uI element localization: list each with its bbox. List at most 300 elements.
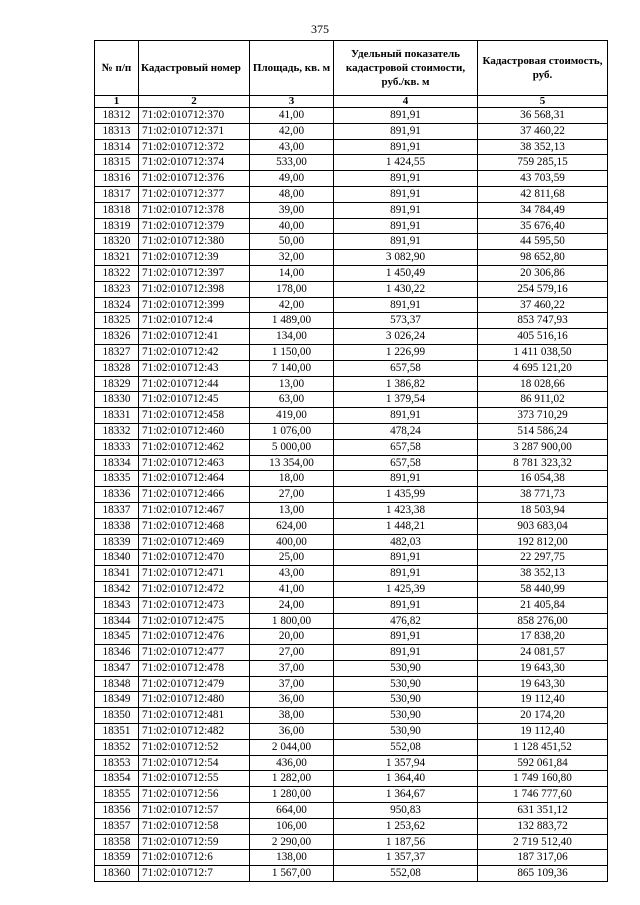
unit-value-cell: 3 026,24 [334,329,478,345]
area-cell: 49,00 [250,171,334,187]
cadastral-value-cell: 34 784,49 [478,202,608,218]
unit-value-cell: 1 379,54 [334,392,478,408]
table-row [95,850,608,866]
unit-value-cell: 657,58 [334,439,478,455]
cadastral-number-cell: 71:02:010712:464 [139,471,250,487]
row-index-cell: 18315 [95,155,139,171]
cadastral-number-cell: 71:02:010712:397 [139,265,250,281]
unit-value-cell: 1 386,82 [334,376,478,392]
row-index-cell: 18359 [95,850,139,866]
cadastral-number-cell: 71:02:010712:39 [139,250,250,266]
row-index-cell: 18327 [95,344,139,360]
cadastral-number-cell: 71:02:010712:462 [139,439,250,455]
row-index-cell: 18323 [95,281,139,297]
area-cell: 18,00 [250,471,334,487]
cadastral-number-cell: 71:02:010712:4 [139,313,250,329]
area-cell: 419,00 [250,408,334,424]
area-cell: 40,00 [250,218,334,234]
unit-value-cell: 891,91 [334,645,478,661]
column-number: 3 [250,96,334,108]
cadastral-number-cell: 71:02:010712:44 [139,376,250,392]
cadastral-number-cell: 71:02:010712:370 [139,108,250,124]
cadastral-number-cell: 71:02:010712:469 [139,534,250,550]
cadastral-value-cell: 36 568,31 [478,108,608,124]
cadastral-number-cell: 71:02:010712:475 [139,613,250,629]
row-index-cell: 18313 [95,123,139,139]
cadastral-table [94,40,608,882]
table-row [95,755,608,771]
area-cell: 27,00 [250,487,334,503]
unit-value-cell: 891,91 [334,471,478,487]
row-index-cell: 18321 [95,250,139,266]
cadastral-value-cell: 3 287 900,00 [478,439,608,455]
cadastral-value-cell: 18 503,94 [478,502,608,518]
cadastral-number-cell: 71:02:010712:45 [139,392,250,408]
area-cell: 533,00 [250,155,334,171]
table-row [95,660,608,676]
unit-value-cell: 530,90 [334,708,478,724]
unit-value-cell: 1 450,49 [334,265,478,281]
table-row [95,487,608,503]
cadastral-number-cell: 71:02:010712:470 [139,550,250,566]
cadastral-number-cell: 71:02:010712:6 [139,850,250,866]
row-index-cell: 18342 [95,581,139,597]
cadastral-value-cell: 187 317,06 [478,850,608,866]
cadastral-number-cell: 71:02:010712:476 [139,629,250,645]
row-index-cell: 18328 [95,360,139,376]
area-cell: 42,00 [250,123,334,139]
cadastral-number-cell: 71:02:010712:59 [139,834,250,850]
cadastral-value-cell: 132 883,72 [478,818,608,834]
unit-value-cell: 1 187,56 [334,834,478,850]
cadastral-number-cell: 71:02:010712:377 [139,186,250,202]
unit-value-cell: 3 082,90 [334,250,478,266]
area-cell: 37,00 [250,676,334,692]
table-row [95,186,608,202]
unit-value-cell: 891,91 [334,171,478,187]
unit-value-cell: 1 424,55 [334,155,478,171]
cadastral-value-cell: 18 028,66 [478,376,608,392]
area-cell: 7 140,00 [250,360,334,376]
cadastral-value-cell: 903 683,04 [478,518,608,534]
table-row [95,692,608,708]
row-index-cell: 18334 [95,455,139,471]
unit-value-cell: 950,83 [334,803,478,819]
cadastral-value-cell: 38 352,13 [478,139,608,155]
row-index-cell: 18340 [95,550,139,566]
row-index-cell: 18314 [95,139,139,155]
cadastral-value-cell: 1 128 451,52 [478,739,608,755]
cadastral-value-cell: 37 460,22 [478,297,608,313]
row-index-cell: 18348 [95,676,139,692]
cadastral-value-cell: 373 710,29 [478,408,608,424]
area-cell: 2 044,00 [250,739,334,755]
unit-value-cell: 891,91 [334,297,478,313]
cadastral-value-cell: 21 405,84 [478,597,608,613]
unit-value-cell: 530,90 [334,692,478,708]
row-index-cell: 18352 [95,739,139,755]
cadastral-value-cell: 58 440,99 [478,581,608,597]
cadastral-value-cell: 19 643,30 [478,676,608,692]
area-cell: 43,00 [250,566,334,582]
unit-value-cell: 530,90 [334,724,478,740]
cadastral-value-cell: 86 911,02 [478,392,608,408]
table-row [95,534,608,550]
row-index-cell: 18360 [95,866,139,882]
row-index-cell: 18318 [95,202,139,218]
row-index-cell: 18331 [95,408,139,424]
unit-value-cell: 891,91 [334,139,478,155]
unit-value-cell: 482,03 [334,534,478,550]
table-row [95,171,608,187]
cadastral-number-cell: 71:02:010712:399 [139,297,250,313]
area-cell: 400,00 [250,534,334,550]
area-cell: 39,00 [250,202,334,218]
unit-value-cell: 530,90 [334,676,478,692]
area-cell: 36,00 [250,724,334,740]
cadastral-number-cell: 71:02:010712:398 [139,281,250,297]
cadastral-value-cell: 759 285,15 [478,155,608,171]
table-row [95,739,608,755]
area-cell: 2 290,00 [250,834,334,850]
area-cell: 13,00 [250,376,334,392]
row-index-cell: 18324 [95,297,139,313]
unit-value-cell: 891,91 [334,186,478,202]
column-number-row [95,96,608,108]
cadastral-number-cell: 71:02:010712:372 [139,139,250,155]
cadastral-number-cell: 71:02:010712:471 [139,566,250,582]
cadastral-number-cell: 71:02:010712:376 [139,171,250,187]
table-row [95,234,608,250]
table-body [95,108,608,882]
table-row [95,518,608,534]
unit-value-cell: 891,91 [334,550,478,566]
area-cell: 13 354,00 [250,455,334,471]
table-row [95,329,608,345]
unit-value-cell: 1 253,62 [334,818,478,834]
table-row [95,218,608,234]
area-cell: 37,00 [250,660,334,676]
row-index-cell: 18353 [95,755,139,771]
row-index-cell: 18319 [95,218,139,234]
row-index-cell: 18325 [95,313,139,329]
unit-value-cell: 573,37 [334,313,478,329]
cadastral-value-cell: 858 276,00 [478,613,608,629]
table-row [95,676,608,692]
cadastral-value-cell: 22 297,75 [478,550,608,566]
cadastral-number-cell: 71:02:010712:468 [139,518,250,534]
area-cell: 43,00 [250,139,334,155]
row-index-cell: 18332 [95,423,139,439]
cadastral-value-cell: 4 695 121,20 [478,360,608,376]
unit-value-cell: 530,90 [334,660,478,676]
area-cell: 50,00 [250,234,334,250]
table-row [95,597,608,613]
area-cell: 14,00 [250,265,334,281]
table-header [95,41,608,108]
cadastral-number-cell: 71:02:010712:57 [139,803,250,819]
cadastral-number-cell: 71:02:010712:52 [139,739,250,755]
cadastral-value-cell: 254 579,16 [478,281,608,297]
cadastral-number-cell: 71:02:010712:380 [139,234,250,250]
row-index-cell: 18339 [95,534,139,550]
row-index-cell: 18345 [95,629,139,645]
cadastral-value-cell: 35 676,40 [478,218,608,234]
row-index-cell: 18317 [95,186,139,202]
row-index-cell: 18329 [95,376,139,392]
row-index-cell: 18356 [95,803,139,819]
column-number: 1 [95,96,139,108]
row-index-cell: 18344 [95,613,139,629]
cadastral-number-cell: 71:02:010712:379 [139,218,250,234]
area-cell: 138,00 [250,850,334,866]
cadastral-number-cell: 71:02:010712:463 [139,455,250,471]
cadastral-number-cell: 71:02:010712:371 [139,123,250,139]
unit-value-cell: 657,58 [334,360,478,376]
unit-value-cell: 1 357,94 [334,755,478,771]
row-index-cell: 18341 [95,566,139,582]
area-cell: 20,00 [250,629,334,645]
unit-value-cell: 891,91 [334,566,478,582]
table-row [95,502,608,518]
area-cell: 436,00 [250,755,334,771]
table-row [95,297,608,313]
cadastral-number-cell: 71:02:010712:481 [139,708,250,724]
cadastral-number-cell: 71:02:010712:473 [139,597,250,613]
area-cell: 624,00 [250,518,334,534]
cadastral-value-cell: 37 460,22 [478,123,608,139]
table-row [95,439,608,455]
cadastral-value-cell: 44 595,50 [478,234,608,250]
cadastral-number-cell: 71:02:010712:54 [139,755,250,771]
unit-value-cell: 891,91 [334,597,478,613]
unit-value-cell: 1 430,22 [334,281,478,297]
area-cell: 32,00 [250,250,334,266]
cadastral-number-cell: 71:02:010712:458 [139,408,250,424]
cadastral-number-cell: 71:02:010712:58 [139,818,250,834]
table-row [95,423,608,439]
unit-value-cell: 1 357,37 [334,850,478,866]
unit-value-cell: 891,91 [334,629,478,645]
unit-value-cell: 552,08 [334,866,478,882]
cadastral-value-cell: 38 771,73 [478,487,608,503]
area-cell: 1 567,00 [250,866,334,882]
table-row [95,866,608,882]
row-index-cell: 18326 [95,329,139,345]
area-cell: 106,00 [250,818,334,834]
area-cell: 38,00 [250,708,334,724]
area-cell: 1 489,00 [250,313,334,329]
cadastral-number-cell: 71:02:010712:378 [139,202,250,218]
table-row [95,408,608,424]
cadastral-value-cell: 1 749 160,80 [478,771,608,787]
cadastral-number-cell: 71:02:010712:472 [139,581,250,597]
header-unit-value: Удельный показатель кадастровой стоимости, руб./кв. м [334,41,478,96]
table-row [95,202,608,218]
row-index-cell: 18354 [95,771,139,787]
cadastral-value-cell: 1 411 038,50 [478,344,608,360]
area-cell: 25,00 [250,550,334,566]
row-index-cell: 18347 [95,660,139,676]
row-index-cell: 18343 [95,597,139,613]
row-index-cell: 18346 [95,645,139,661]
row-index-cell: 18335 [95,471,139,487]
area-cell: 27,00 [250,645,334,661]
cadastral-value-cell: 865 109,36 [478,866,608,882]
cadastral-number-cell: 71:02:010712:56 [139,787,250,803]
cadastral-number-cell: 71:02:010712:460 [139,423,250,439]
column-number: 4 [334,96,478,108]
cadastral-number-cell: 71:02:010712:55 [139,771,250,787]
table-row [95,313,608,329]
cadastral-value-cell: 19 112,40 [478,724,608,740]
cadastral-value-cell: 19 643,30 [478,660,608,676]
area-cell: 1 280,00 [250,787,334,803]
row-index-cell: 18351 [95,724,139,740]
table-row [95,724,608,740]
cadastral-number-cell: 71:02:010712:7 [139,866,250,882]
table-row [95,566,608,582]
cadastral-value-cell: 8 781 323,32 [478,455,608,471]
row-index-cell: 18337 [95,502,139,518]
cadastral-number-cell: 71:02:010712:42 [139,344,250,360]
table-row [95,360,608,376]
header-area: Площадь, кв. м [250,41,334,96]
unit-value-cell: 478,24 [334,423,478,439]
header-row [95,41,608,96]
table-row [95,123,608,139]
table-row [95,265,608,281]
unit-value-cell: 1 423,38 [334,502,478,518]
cadastral-number-cell: 71:02:010712:478 [139,660,250,676]
row-index-cell: 18358 [95,834,139,850]
column-number: 5 [478,96,608,108]
table-row [95,803,608,819]
table-row [95,818,608,834]
table-row [95,250,608,266]
table-row [95,455,608,471]
cadastral-value-cell: 42 811,68 [478,186,608,202]
cadastral-value-cell: 1 746 777,60 [478,787,608,803]
area-cell: 42,00 [250,297,334,313]
unit-value-cell: 1 448,21 [334,518,478,534]
table-row [95,471,608,487]
area-cell: 41,00 [250,581,334,597]
table-row [95,581,608,597]
unit-value-cell: 891,91 [334,408,478,424]
table-row [95,550,608,566]
cadastral-number-cell: 71:02:010712:43 [139,360,250,376]
row-index-cell: 18349 [95,692,139,708]
table-row [95,834,608,850]
header-cadastral-value: Кадастровая стоимость, руб. [478,41,608,96]
cadastral-number-cell: 71:02:010712:479 [139,676,250,692]
row-index-cell: 18338 [95,518,139,534]
row-index-cell: 18333 [95,439,139,455]
area-cell: 134,00 [250,329,334,345]
row-index-cell: 18320 [95,234,139,250]
unit-value-cell: 1 425,39 [334,581,478,597]
cadastral-value-cell: 631 351,12 [478,803,608,819]
unit-value-cell: 476,82 [334,613,478,629]
table-row [95,108,608,124]
area-cell: 48,00 [250,186,334,202]
row-index-cell: 18312 [95,108,139,124]
unit-value-cell: 1 226,99 [334,344,478,360]
cadastral-value-cell: 43 703,59 [478,171,608,187]
cadastral-value-cell: 20 174,20 [478,708,608,724]
cadastral-value-cell: 24 081,57 [478,645,608,661]
header-cadastral-number: Кадастровый номер [139,41,250,96]
table-row [95,139,608,155]
area-cell: 36,00 [250,692,334,708]
table-row [95,281,608,297]
cadastral-value-cell: 853 747,93 [478,313,608,329]
row-index-cell: 18350 [95,708,139,724]
unit-value-cell: 552,08 [334,739,478,755]
cadastral-number-cell: 71:02:010712:466 [139,487,250,503]
unit-value-cell: 1 364,67 [334,787,478,803]
area-cell: 5 000,00 [250,439,334,455]
cadastral-value-cell: 17 838,20 [478,629,608,645]
row-index-cell: 18330 [95,392,139,408]
cadastral-value-cell: 2 719 512,40 [478,834,608,850]
cadastral-value-cell: 514 586,24 [478,423,608,439]
unit-value-cell: 891,91 [334,218,478,234]
cadastral-value-cell: 20 306,86 [478,265,608,281]
unit-value-cell: 891,91 [334,108,478,124]
row-index-cell: 18336 [95,487,139,503]
area-cell: 178,00 [250,281,334,297]
row-index-cell: 18322 [95,265,139,281]
cadastral-number-cell: 71:02:010712:41 [139,329,250,345]
table-row [95,771,608,787]
table-row [95,392,608,408]
row-index-cell: 18357 [95,818,139,834]
unit-value-cell: 891,91 [334,234,478,250]
area-cell: 664,00 [250,803,334,819]
area-cell: 63,00 [250,392,334,408]
unit-value-cell: 891,91 [334,202,478,218]
table-row [95,155,608,171]
unit-value-cell: 891,91 [334,123,478,139]
table-row [95,645,608,661]
cadastral-number-cell: 71:02:010712:467 [139,502,250,518]
table-row [95,629,608,645]
table-row [95,787,608,803]
area-cell: 41,00 [250,108,334,124]
unit-value-cell: 1 435,99 [334,487,478,503]
cadastral-number-cell: 71:02:010712:477 [139,645,250,661]
header-index: № п/п [95,41,139,96]
area-cell: 1 800,00 [250,613,334,629]
unit-value-cell: 657,58 [334,455,478,471]
table-row [95,613,608,629]
cadastral-number-cell: 71:02:010712:482 [139,724,250,740]
cadastral-value-cell: 38 352,13 [478,566,608,582]
area-cell: 13,00 [250,502,334,518]
area-cell: 1 076,00 [250,423,334,439]
cadastral-value-cell: 405 516,16 [478,329,608,345]
row-index-cell: 18316 [95,171,139,187]
cadastral-value-cell: 16 054,38 [478,471,608,487]
page-number: 375 [311,22,329,36]
area-cell: 1 282,00 [250,771,334,787]
row-index-cell: 18355 [95,787,139,803]
area-cell: 1 150,00 [250,344,334,360]
cadastral-value-cell: 192 812,00 [478,534,608,550]
area-cell: 24,00 [250,597,334,613]
